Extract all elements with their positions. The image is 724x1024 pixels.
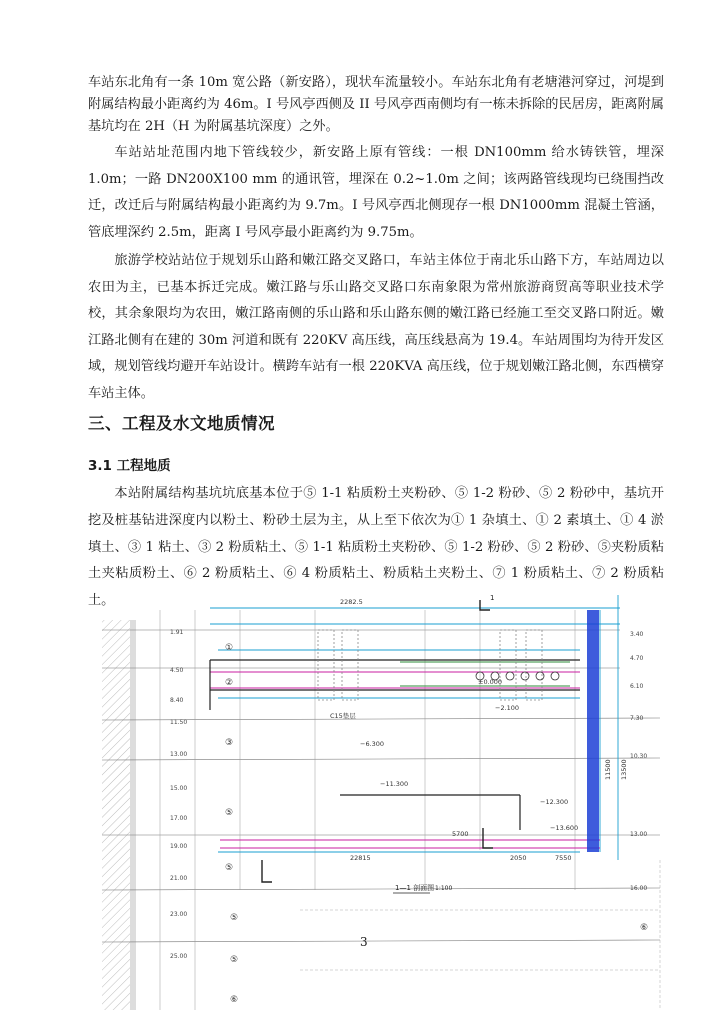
soil-mark-2: ③ [225,738,234,748]
depth-left-3: 11.50 [170,719,188,726]
depth-right-6: 16.00 [630,885,648,892]
elev-b3: −12.300 [540,798,569,806]
depth-left-4: 13.00 [170,751,188,758]
label-b: 5700 [452,830,469,838]
dim-vertical-b: 13500 [620,759,628,780]
text-pipelines: 车站站址范围内地下管线较少，新安路上原有管线：一根 DN100mm 给水铸铁管，埋深 1.0m；一路 DN200X100 mm 的通讯管，埋深在 0.2~1.0m 之间；该两路管线现均已绕围挡改迁，改迁后与附属结构最小距离约为 9.7m。I 号风亭西北侧现存一根 DN1000mm 混凝土管涵，管底埋深约 2.5m，距离 I 号风亭最小距离约为 9.75m。 [88,145,664,240]
depth-left-8: 21.00 [170,875,188,882]
soil-mark-0: ① [225,643,234,653]
depth-left-6: 17.00 [170,815,188,822]
depth-left-0: 1.91 [170,629,184,636]
elev-mid: −2.100 [495,704,520,712]
paragraph-surroundings [88,72,664,138]
grid-lines [160,610,575,1010]
depth-left-7: 19.00 [170,843,188,850]
dim-bottom: 22815 [350,854,371,862]
depth-left-10: 25.00 [170,953,188,960]
soil-mark-1: ② [225,678,234,688]
text-road-river: 车站东北角有一条 10m 宽公路（新安路），现状车流量较小。车站东北角有老塘港河穿过，河堤到附属结构最小距离约为 46m。I 号风亭西侧及 II 号风亭西南侧均有一栋未拆除的民居房，距离附属基坑均在 2H（H 为附属基坑深度）之外。 [88,75,664,134]
soil-mark-8: ⑥ [640,923,649,933]
depth-right-3: 7.30 [630,715,644,722]
depth-left-2: 8.40 [170,697,184,704]
drawing-scale: 1:100 [435,885,453,892]
elev-b2: −11.300 [380,780,409,788]
soil-band-left [130,620,136,1010]
label-a: C15垫层 [330,712,356,720]
depth-left [170,629,187,960]
section-heading: 三、工程及水文地质情况 [88,414,275,433]
elev-top: ±0.000 [478,678,503,686]
soil-mark-7: ⑥ [230,995,239,1005]
soil-mark-4: ⑤ [225,863,234,873]
diaphragm-wall [587,610,599,852]
elevation-labels [330,678,578,838]
paragraph-station-location [88,248,664,407]
depth-right-4: 10.30 [630,753,648,760]
elev-b1: −6.300 [360,740,385,748]
depth-right-5: 13.00 [630,831,648,838]
text-station-location: 旅游学校站站位于规划乐山路和嫩江路交叉路口，车站主体位于南北乐山路下方，车站周边以农田为主，已基本拆迁完成。嫩江路与乐山路交叉路口东南象限为常州旅游商贸高等职业技术学校，其余象限均为农田，嫩江路南侧的乐山路和乐山路东侧的嫩江路已经施工至交叉路口附近。嫩江路北侧有在建的 30m 河道和既有 220KV 高压线，高压线悬高为 19.4。车站周围均为待开发区域，规划管线均避开车站设计。横跨车站有一根 220KVA 高压线，位于规划嫩江路北侧，东西横穿车站主体。 [88,253,664,401]
cad-section-drawing [100,590,690,1010]
subsection-heading: 3.1 工程地质 [88,458,171,474]
page-number: 3 [360,935,368,949]
depth-left-1: 4.50 [170,667,184,674]
depth-right-2: 6.10 [630,683,644,690]
section-marker-label: 1 [490,594,495,602]
depth-right-1: 4.70 [630,655,644,662]
dim-top: 2282.5 [340,598,363,606]
elev-b4: −13.600 [550,824,579,832]
drawing-title: 1—1 剖面图 [395,884,435,892]
soil-hatch-left [102,620,130,1010]
soil-layer-marks [225,643,648,1005]
dim-right-b: 7550 [555,854,572,862]
depth-right [630,631,647,892]
soil-mark-5: ⑤ [230,913,239,923]
lower-grid [300,860,660,1010]
drawing-title-block [393,883,452,893]
text-geology: 本站附属结构基坑坑底基本位于⑤ 1-1 粘质粉土夹粉砂、⑤ 1-2 粉砂、⑤ 2 粉砂中，基坑开挖及桩基钻进深度内以粉土、粉砂土层为主，从上至下依次为① 1 杂填土、① 2 素填土、① 4 淤填土、③ 1 粘土、③ 2 粉质粘土、⑤ 1-1 粘质粉土夹粉砂、⑤ 1-2 粉砂、⑤ 2 粉砂、⑤夹粉质粘土夹粘质粉土、⑥ 2 粉质粘土、⑥ 4 粉质粘土、粉质粘土夹粉土、⑦ 1 粉质粘土、⑦ 2 粉质粘土。 [88,486,664,609]
depth-left-9: 23.00 [170,911,188,918]
reference-lines [210,595,620,860]
soil-mark-3: ⑤ [225,808,234,818]
depth-left-5: 15.00 [170,785,188,792]
dimension-labels [340,598,628,862]
dim-vertical: 11500 [604,759,612,780]
soil-mark-6: ⑤ [230,955,239,965]
paragraph-pipelines [88,140,664,246]
depth-right-0: 3.40 [630,631,644,638]
dim-right-a: 2050 [510,854,527,862]
